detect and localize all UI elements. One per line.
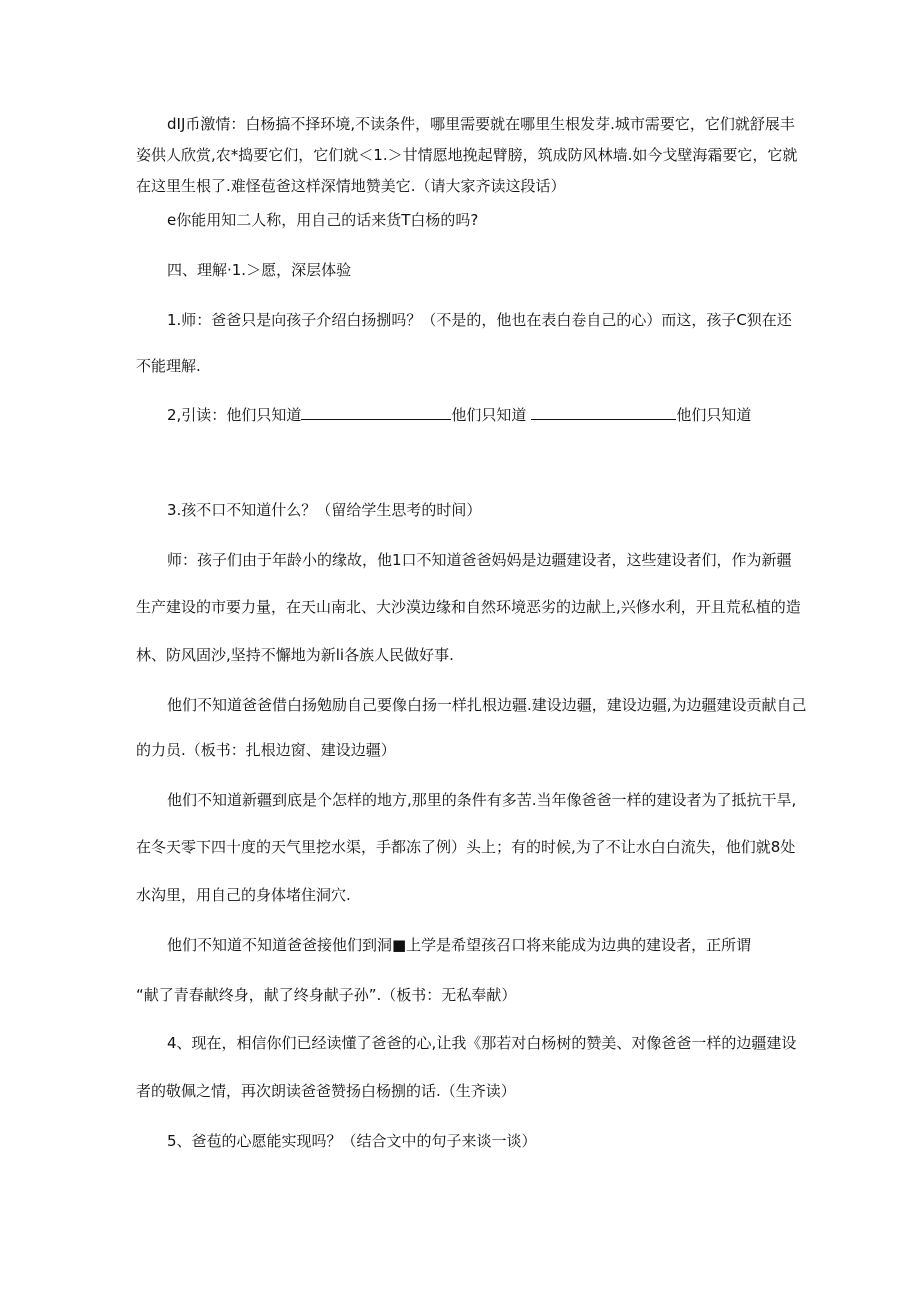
paragraph-line: 3.孩不口不知道什么？（留给学生思考的时间） xyxy=(167,501,482,519)
guided-prefix: 2,引读： xyxy=(167,406,227,424)
fill-blank xyxy=(301,405,451,420)
paragraph-line: 师：孩子们由于年龄小的缘故，他1口不知道爸爸妈妈是边疆建设者，这些建设者们，作为新疆 xyxy=(167,551,792,569)
paragraph-line: “献了青春献终身，献了终身献子孙”.（板书：无私奉献） xyxy=(136,986,517,1004)
paragraph-line: 不能理解. xyxy=(136,357,201,375)
paragraph-line: 的力员.（板书：扎根边窗、建设边疆） xyxy=(136,741,396,759)
section-heading: 四、理解·1.＞愿，深层体验 xyxy=(167,261,352,279)
paragraph-line: 林、防风固沙,坚持不懈地为新li各族人民做好事. xyxy=(136,646,454,664)
paragraph-line: 他们不知道新疆到底是个怎样的地方,那里的条件有多苦.当年像爸爸一样的建设者为了抵抗干旱, xyxy=(167,791,797,809)
guided-phrase: 他们只知道 xyxy=(451,406,527,424)
paragraph-line: 生产建设的市要力量，在天山南北、大沙漠边缘和自然环境恶劣的边献上,兴修水利，开且荒私植的造 xyxy=(136,598,801,616)
paragraph-line: 在这里生根了.难怪苞爸这样深情地赞美它.（请大家齐读这段话） xyxy=(136,177,566,195)
paragraph-line: 5、爸苞的心愿能实现吗？（结合文中的句子来谈一谈） xyxy=(167,1132,537,1150)
paragraph-line: 他们不知道不知道爸爸接他们到洞■上学是希望孩召口将来能成为边典的建设者，正所谓 xyxy=(167,936,752,954)
guided-phrase: 他们只知道 xyxy=(676,406,752,424)
paragraph-line: e你能用知二人称，用自己的话来货T白杨的吗? xyxy=(167,211,479,229)
fill-blank xyxy=(531,405,676,420)
paragraph-line: 1.师：爸爸只是向孩子介绍白扬捌吗？（不是的，他也在表白卷自己的心）而这，孩子C狈在还 xyxy=(167,311,792,329)
paragraph-line: dIJ币激情：白杨搞不择环境,不读条件，哪里需要就在哪里生根发芽.城市需要它，它们就舒展丰 xyxy=(167,115,795,133)
paragraph-line: 他们不知道爸爸借白扬勉励自己要像白扬一样扎根边疆.建设边疆，建设边疆,为边疆建设贡献自己 xyxy=(167,696,807,714)
guided-reading-line xyxy=(167,405,786,425)
paragraph-line: 4、现在，相信你们已经读懂了爸爸的心,让我《那若对白杨树的赞美、对像爸爸一样的边疆建设 xyxy=(167,1034,797,1052)
guided-phrase: 他们只知道 xyxy=(226,406,302,424)
paragraph-line: 者的敬佩之情，再次朗读爸爸赞扬白杨捌的话.（生齐读） xyxy=(136,1082,516,1100)
paragraph-line: 水沟里，用自己的身体堵住洞穴. xyxy=(136,886,351,904)
paragraph-line: 姿供人欣赏,农*捣要它们，它们就＜1.＞甘情愿地挽起臂膀，筑成防风林墙.如今戈壁海霜要它，它就 xyxy=(136,146,798,164)
paragraph-line: 在冬天零下四十度的天气里挖水渠，手都冻了例）头上；有的时候,为了不让水白白流失，他们就8处 xyxy=(136,838,796,856)
